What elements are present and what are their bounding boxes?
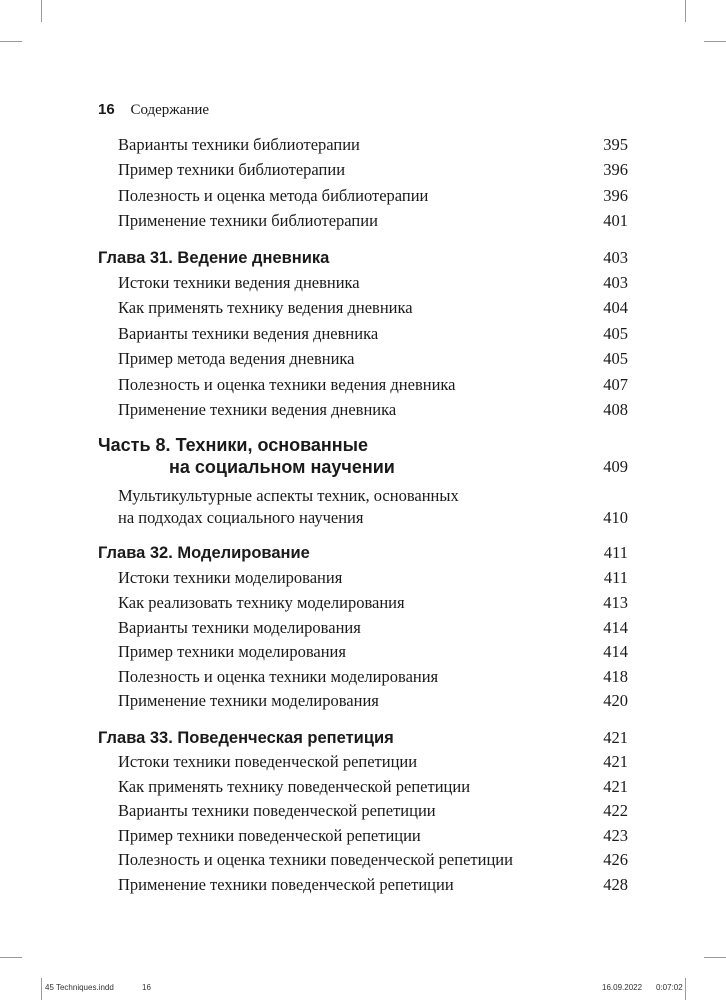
toc-entry xyxy=(98,751,628,773)
toc-chapter-heading xyxy=(98,727,628,749)
chapter-page: 403 xyxy=(603,248,628,267)
toc-entry-page: 395 xyxy=(603,135,628,154)
crop-mark xyxy=(0,41,22,42)
running-header xyxy=(98,101,209,119)
toc-entry-page: 408 xyxy=(603,400,628,419)
toc-entry-title: Полезность и оценка метода библиотерапии xyxy=(118,186,429,205)
toc-entry-page: 401 xyxy=(603,211,628,230)
toc-entry xyxy=(98,159,628,181)
toc-entry xyxy=(98,666,628,688)
toc-entry xyxy=(98,272,628,294)
toc-entry-title: Применение техники библиотерапии xyxy=(118,211,378,230)
toc-entry-page: 407 xyxy=(603,375,628,394)
toc-entry-page: 428 xyxy=(603,875,628,894)
chapter-page: 421 xyxy=(603,728,628,747)
toc-entry xyxy=(98,592,628,614)
crop-mark xyxy=(41,978,42,1000)
slug-file-name: 45 Techniques.indd xyxy=(45,983,114,992)
toc-entry-page: 396 xyxy=(603,160,628,179)
toc-chapter-heading xyxy=(98,247,628,269)
toc-entry-page: 403 xyxy=(603,273,628,292)
part-page: 409 xyxy=(603,457,628,476)
toc-entry-page: 421 xyxy=(603,777,628,796)
crop-mark xyxy=(685,978,686,1000)
toc-entry-title-line2: на подходах социального научения xyxy=(118,508,364,527)
toc-entry xyxy=(98,641,628,663)
toc-entry xyxy=(98,567,628,589)
toc-entry-title: Как применять технику ведения дневника xyxy=(118,298,413,317)
toc-entry-page: 426 xyxy=(603,850,628,869)
toc-entry-page: 413 xyxy=(603,593,628,612)
toc-entry-title: Применение техники моделирования xyxy=(118,691,379,710)
toc-entry xyxy=(98,485,628,529)
toc-entry-title: Истоки техники поведенческой репетиции xyxy=(118,752,418,771)
crop-mark xyxy=(0,957,22,958)
toc-entry-page: 418 xyxy=(603,667,628,686)
toc-entry-title: Варианты техники библиотерапии xyxy=(118,135,360,154)
toc-entry xyxy=(98,617,628,639)
toc-entry-title: Истоки техники моделирования xyxy=(118,568,343,587)
toc-entry-title: Варианты техники ведения дневника xyxy=(118,324,379,343)
slug-date: 16.09.2022 xyxy=(602,983,643,992)
toc-entry xyxy=(98,776,628,798)
toc-entry-title: Как реализовать технику моделирования xyxy=(118,593,405,612)
toc-entry-title-line1: Мультикультурные аспекты техник, основанных xyxy=(118,486,459,505)
toc-entry-title: Как применять технику поведенческой репетиции xyxy=(118,777,471,796)
toc-entry-title: Применение техники поведенческой репетиции xyxy=(118,875,454,894)
toc-entry-page: 423 xyxy=(603,826,628,845)
crop-mark xyxy=(704,41,726,42)
toc-entry xyxy=(98,874,628,896)
toc-entry-title: Пример метода ведения дневника xyxy=(118,349,355,368)
header-title: Содержание xyxy=(130,102,210,118)
toc-entry xyxy=(98,297,628,319)
toc-entry-title xyxy=(118,485,459,529)
crop-mark xyxy=(685,0,686,22)
toc-entry-title: Пример техники поведенческой репетиции xyxy=(118,826,421,845)
part-title xyxy=(98,434,395,478)
toc-part-heading xyxy=(98,434,628,478)
toc-entry xyxy=(98,323,628,345)
toc-entry-title: Варианты техники моделирования xyxy=(118,618,361,637)
crop-mark xyxy=(41,0,42,22)
toc-entry-title: Полезность и оценка техники ведения дневника xyxy=(118,375,456,394)
toc-entry xyxy=(98,690,628,712)
toc-entry xyxy=(98,134,628,156)
toc-entry-title: Истоки техники ведения дневника xyxy=(118,273,360,292)
part-title-line2: на социальном научении xyxy=(169,457,395,477)
toc-entry-page: 411 xyxy=(603,568,628,587)
toc-entry xyxy=(98,849,628,871)
toc-entry-page: 405 xyxy=(603,349,628,368)
toc-entry-title: Пример техники библиотерапии xyxy=(118,160,346,179)
toc-entry-title: Варианты техники поведенческой репетиции xyxy=(118,801,436,820)
chapter-title: Глава 33. Поведенческая репетиция xyxy=(98,729,394,747)
toc-entry xyxy=(98,399,628,421)
toc-entry-page: 405 xyxy=(603,324,628,343)
toc-entry-page: 410 xyxy=(603,508,628,527)
chapter-page: 411 xyxy=(603,543,628,562)
slug-file-page: 16 xyxy=(142,983,151,992)
toc-entry-title: Полезность и оценка техники поведенческой репетиции xyxy=(118,850,513,869)
toc-entry-title: Полезность и оценка техники моделирования xyxy=(118,667,439,686)
toc-entry-page: 420 xyxy=(603,691,628,710)
chapter-title: Глава 32. Моделирование xyxy=(98,544,310,562)
toc-entry xyxy=(98,800,628,822)
toc-entry xyxy=(98,825,628,847)
toc-entry xyxy=(98,348,628,370)
toc-entry-page: 396 xyxy=(603,186,628,205)
toc-entry-page: 421 xyxy=(603,752,628,771)
toc-entry-page: 404 xyxy=(603,298,628,317)
toc-entry-title: Применение техники ведения дневника xyxy=(118,400,397,419)
toc-entry xyxy=(98,210,628,232)
toc-entry-page: 414 xyxy=(603,642,628,661)
part-title-line1: Часть 8. Техники, основанные xyxy=(98,435,369,455)
toc-entry-page: 414 xyxy=(603,618,628,637)
toc-entry-page: 422 xyxy=(603,801,628,820)
toc-entry xyxy=(98,185,628,207)
chapter-title: Глава 31. Ведение дневника xyxy=(98,249,330,267)
toc-entry xyxy=(98,374,628,396)
toc-chapter-heading xyxy=(98,542,628,564)
header-page-number: 16 xyxy=(98,101,115,118)
slug-time: 0:07:02 xyxy=(656,983,683,992)
toc-entry-title: Пример техники моделирования xyxy=(118,642,346,661)
crop-mark xyxy=(704,957,726,958)
